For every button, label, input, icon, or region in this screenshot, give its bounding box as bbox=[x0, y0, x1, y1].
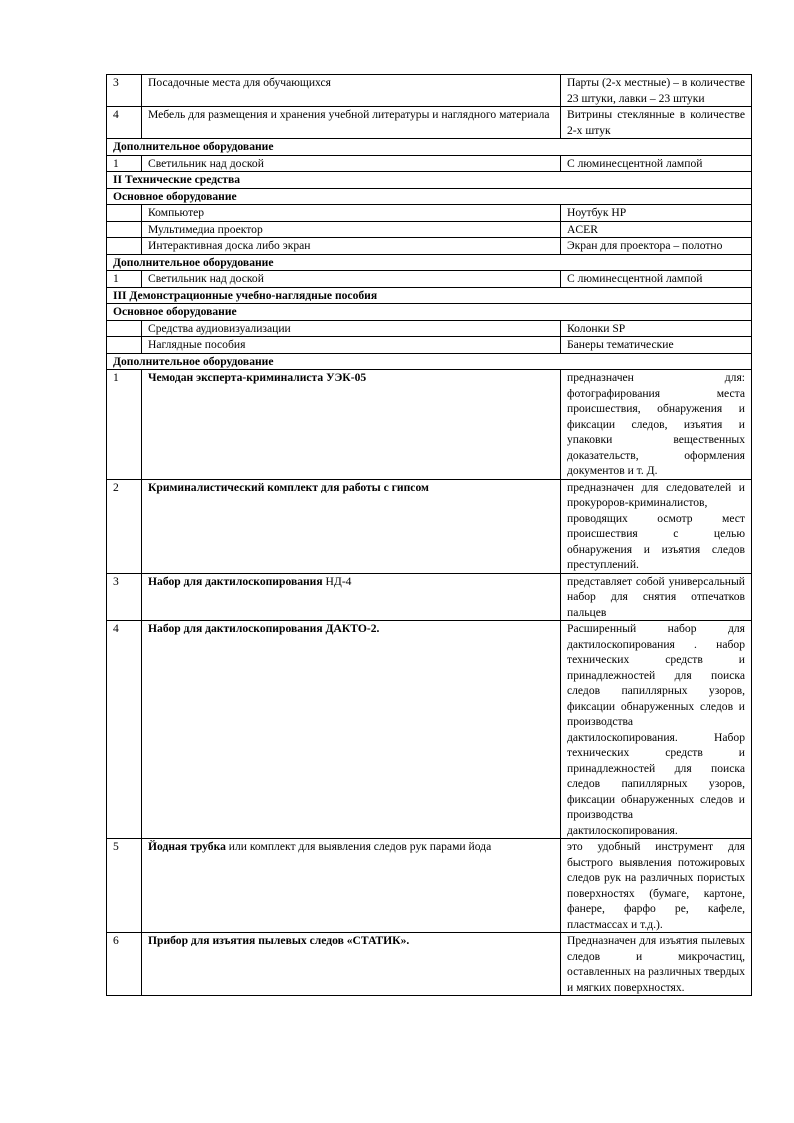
section-heading: Дополнительное оборудование bbox=[107, 353, 752, 370]
table-row bbox=[107, 573, 752, 621]
table-row bbox=[107, 933, 752, 996]
section-row bbox=[107, 304, 752, 321]
item-name-bold: Прибор для изъятия пылевых следов «СТАТИК». bbox=[148, 934, 410, 947]
item-name-bold: Набор для дактилоскопирования bbox=[148, 574, 323, 588]
item-description: Колонки SP bbox=[561, 320, 752, 337]
section-heading: Дополнительное оборудование bbox=[107, 139, 752, 156]
item-name-bold: Набор для дактилоскопирования ДАКТО-2. bbox=[148, 622, 380, 635]
section-row bbox=[107, 172, 752, 189]
item-description: Экран для проектора – полотно bbox=[561, 238, 752, 255]
table-row bbox=[107, 337, 752, 354]
item-name: Наглядные пособия bbox=[142, 337, 561, 354]
table-row bbox=[107, 238, 752, 255]
item-description: представляет собой универсальный набор для снятия отпечатков пальцев bbox=[561, 573, 752, 621]
row-number: 4 bbox=[107, 621, 142, 839]
section-heading: Основное оборудование bbox=[107, 188, 752, 205]
row-number: 1 bbox=[107, 271, 142, 288]
item-name-bold: Криминалистический комплект для работы с гипсом bbox=[148, 480, 429, 494]
item-description: Ноутбук HP bbox=[561, 205, 752, 222]
item-name-rest: или комплект для выявления следов рук парами йода bbox=[225, 840, 492, 853]
item-description: Парты (2-х местные) – в количестве 23 штуки, лавки – 23 штуки bbox=[561, 75, 752, 107]
item-description: предназначен для: фотографирования места происшествия, обнаружения и фиксации следов, изъятия и упаковки вещественных доказательств, оформления документов и т. Д. bbox=[561, 370, 752, 480]
table-row bbox=[107, 370, 752, 480]
item-name bbox=[142, 370, 561, 480]
item-description: предназначен для следователей и прокуроров-криминалистов, проводящих осмотр мест происшествия с целью обнаружения и изъятия следов преступлений. bbox=[561, 479, 752, 573]
item-name: Интерактивная доска либо экран bbox=[142, 238, 561, 255]
item-name bbox=[142, 573, 561, 621]
section-heading: Дополнительное оборудование bbox=[107, 254, 752, 271]
section-row bbox=[107, 188, 752, 205]
item-name: Компьютер bbox=[142, 205, 561, 222]
item-name bbox=[142, 621, 561, 839]
row-number bbox=[107, 320, 142, 337]
item-name: Средства аудиовизуализации bbox=[142, 320, 561, 337]
item-description: Банеры тематические bbox=[561, 337, 752, 354]
item-name bbox=[142, 933, 561, 996]
item-name bbox=[142, 839, 561, 933]
table-row bbox=[107, 839, 752, 933]
table-row bbox=[107, 221, 752, 238]
row-number bbox=[107, 337, 142, 354]
item-name: Посадочные места для обучающихся bbox=[142, 75, 561, 107]
row-number bbox=[107, 238, 142, 255]
row-number: 4 bbox=[107, 107, 142, 139]
section-row bbox=[107, 139, 752, 156]
item-name: Мебель для размещения и хранения учебной литературы и наглядного материала bbox=[142, 107, 561, 139]
section-heading: III Демонстрационные учебно-наглядные пособия bbox=[107, 287, 752, 304]
section-heading: II Технические средства bbox=[107, 172, 752, 189]
table-row bbox=[107, 320, 752, 337]
section-heading: Основное оборудование bbox=[107, 304, 752, 321]
item-description: С люминесцентной лампой bbox=[561, 155, 752, 172]
item-name: Светильник над доской bbox=[142, 271, 561, 288]
section-row bbox=[107, 287, 752, 304]
item-name: Мультимедиа проектор bbox=[142, 221, 561, 238]
row-number: 1 bbox=[107, 155, 142, 172]
item-name-bold: Йодная трубка bbox=[148, 840, 226, 853]
section-row bbox=[107, 254, 752, 271]
item-description: ACER bbox=[561, 221, 752, 238]
row-number: 5 bbox=[107, 839, 142, 933]
item-description: Расширенный набор для дактилоскопирования . набор технических средств и принадлежностей для поиска следов папиллярных узоров, фиксации обнаруженных следов и производства дактилоскопирования. Набор технических средств и принадлежностей для поиска следов папиллярных узоров, фиксации обнаруженных следов и производства дактилоскопирования. bbox=[561, 621, 752, 839]
table-row bbox=[107, 205, 752, 222]
section-row bbox=[107, 353, 752, 370]
row-number: 3 bbox=[107, 75, 142, 107]
row-number: 6 bbox=[107, 933, 142, 996]
item-description: Витрины стеклянные в количестве 2-х штук bbox=[561, 107, 752, 139]
item-name-rest: НД-4 bbox=[322, 574, 352, 588]
table-row bbox=[107, 271, 752, 288]
item-name: Светильник над доской bbox=[142, 155, 561, 172]
row-number: 3 bbox=[107, 573, 142, 621]
row-number bbox=[107, 221, 142, 238]
item-name-bold: Чемодан эксперта-криминалиста УЭК-05 bbox=[148, 371, 367, 384]
equipment-table bbox=[106, 74, 752, 996]
item-description: Предназначен для изъятия пылевых следов и микрочастиц, оставленных на различных твердых и мягких поверхностях. bbox=[561, 933, 752, 996]
table-row bbox=[107, 155, 752, 172]
table-row bbox=[107, 107, 752, 139]
table-row bbox=[107, 479, 752, 573]
item-name bbox=[142, 479, 561, 573]
table-row bbox=[107, 75, 752, 107]
item-description: это удобный инструмент для быстрого выявления потожировых следов рук на различных пористых поверхностях (бумаге, картоне, фанере, фарфо ре, кафеле, пластмассах и т.д.). bbox=[561, 839, 752, 933]
row-number: 1 bbox=[107, 370, 142, 480]
row-number: 2 bbox=[107, 479, 142, 573]
item-description: С люминесцентной лампой bbox=[561, 271, 752, 288]
table-row bbox=[107, 621, 752, 839]
row-number bbox=[107, 205, 142, 222]
